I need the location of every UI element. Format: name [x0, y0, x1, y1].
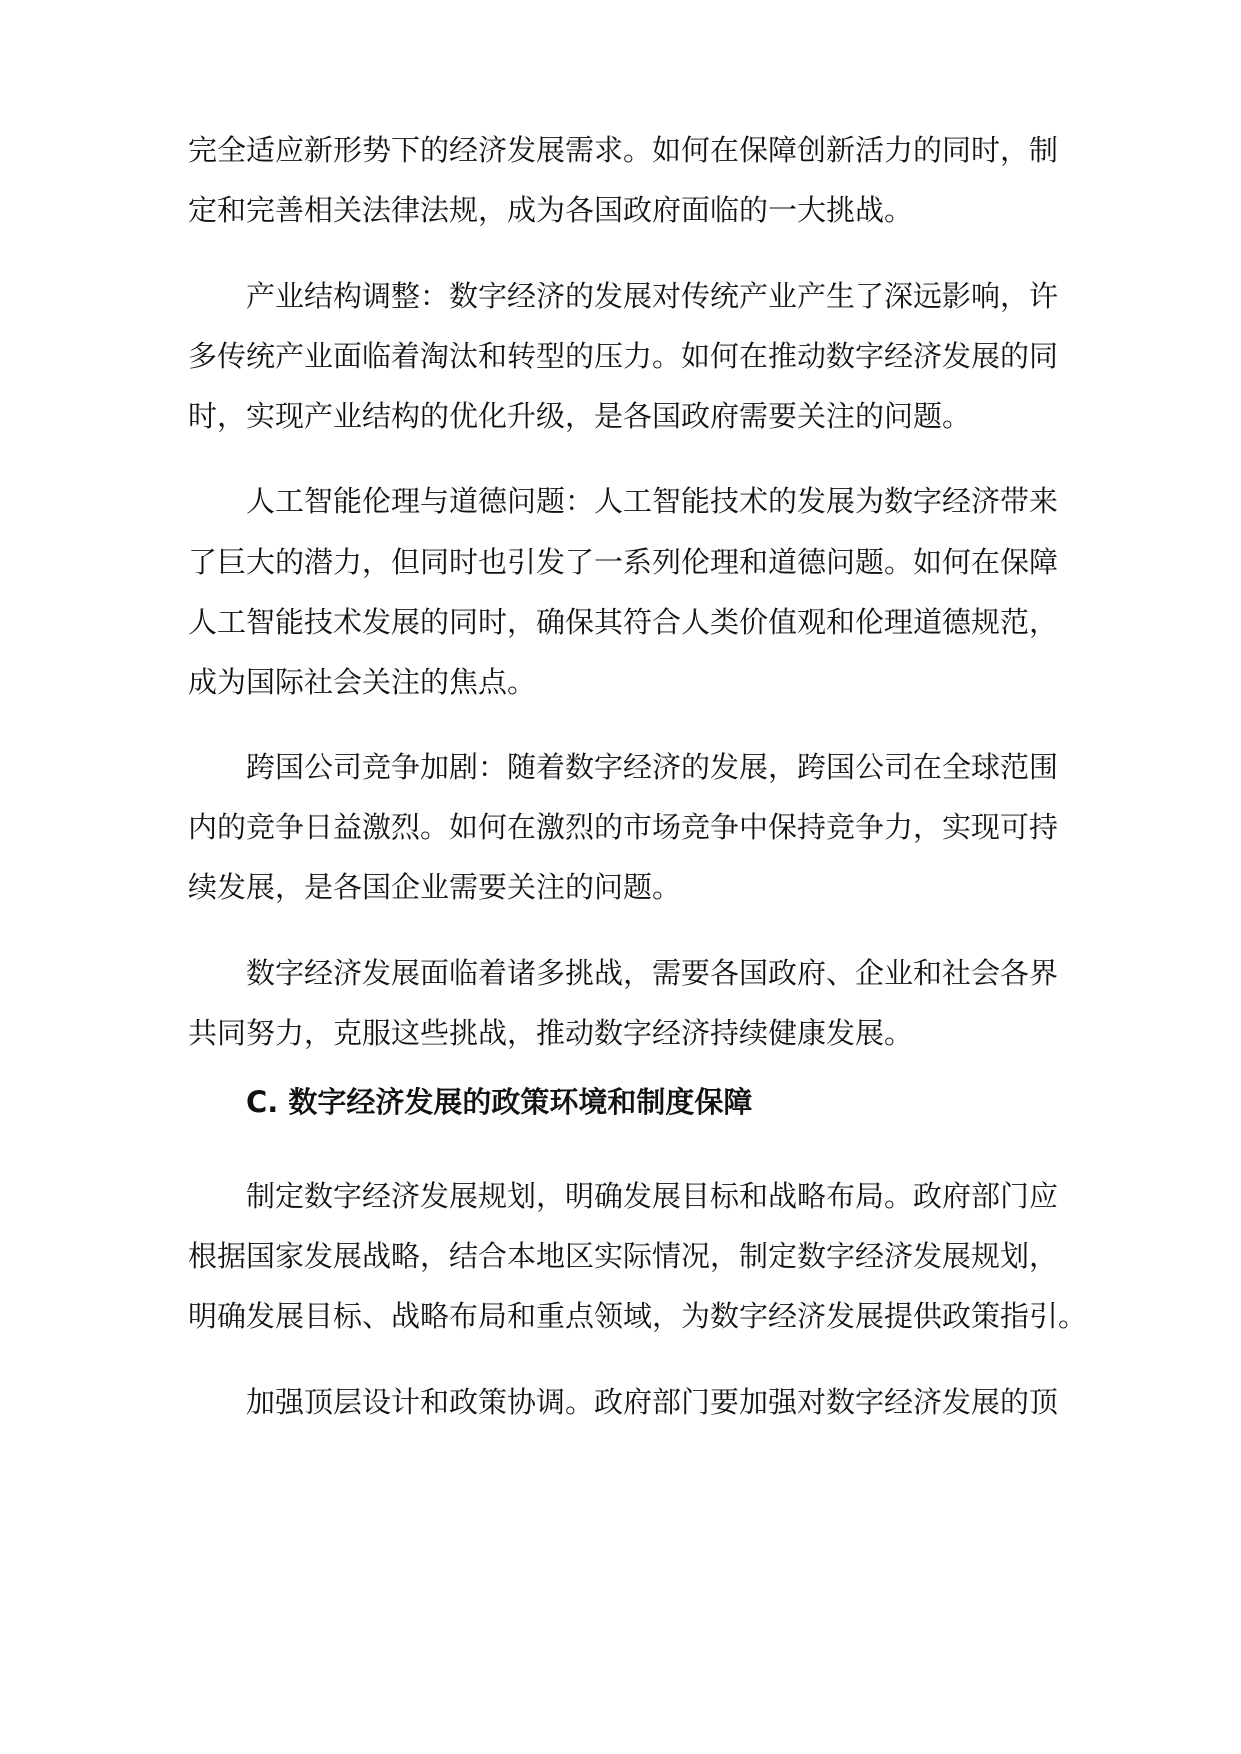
- paragraph-line: 共同努力，克服这些挑战，推动数字经济持续健康发展。: [188, 1016, 914, 1050]
- paragraph-line: 完全适应新形势下的经济发展需求。如何在保障创新活力的同时，制: [188, 133, 1059, 167]
- paragraph-line: 续发展，是各国企业需要关注的问题。: [188, 870, 682, 904]
- paragraph-line: 多传统产业面临着淘汰和转型的压力。如何在推动数字经济发展的同: [188, 339, 1059, 373]
- paragraph-line: 跨国公司竞争加剧：随着数字经济的发展，跨国公司在全球范围: [246, 750, 1059, 784]
- paragraph-line: 了巨大的潜力，但同时也引发了一系列伦理和道德问题。如何在保障: [188, 545, 1059, 579]
- section-heading: C. 数字经济发展的政策环境和制度保障: [246, 1085, 753, 1119]
- paragraph-line: 内的竞争日益激烈。如何在激烈的市场竞争中保持竞争力，实现可持: [188, 810, 1059, 844]
- paragraph-line: 根据国家发展战略，结合本地区实际情况，制定数字经济发展规划，: [188, 1239, 1059, 1273]
- paragraph-line: 人工智能技术发展的同时，确保其符合人类价值观和伦理道德规范，: [188, 605, 1059, 639]
- paragraph-line: 制定数字经济发展规划，明确发展目标和战略布局。政府部门应: [246, 1179, 1059, 1213]
- paragraph-line: 加强顶层设计和政策协调。政府部门要加强对数字经济发展的顶: [246, 1385, 1059, 1419]
- paragraph-line: 人工智能伦理与道德问题：人工智能技术的发展为数字经济带来: [246, 484, 1059, 518]
- paragraph-line: 产业结构调整：数字经济的发展对传统产业产生了深远影响，许: [246, 279, 1059, 313]
- paragraph-line: 成为国际社会关注的焦点。: [188, 665, 537, 699]
- paragraph-line: 定和完善相关法律法规，成为各国政府面临的一大挑战。: [188, 193, 914, 227]
- paragraph-line: 数字经济发展面临着诸多挑战，需要各国政府、企业和社会各界: [246, 956, 1059, 990]
- paragraph-line: 时，实现产业结构的优化升级，是各国政府需要关注的问题。: [188, 399, 972, 433]
- paragraph-line: 明确发展目标、战略布局和重点领域，为数字经济发展提供政策指引。: [188, 1299, 1088, 1333]
